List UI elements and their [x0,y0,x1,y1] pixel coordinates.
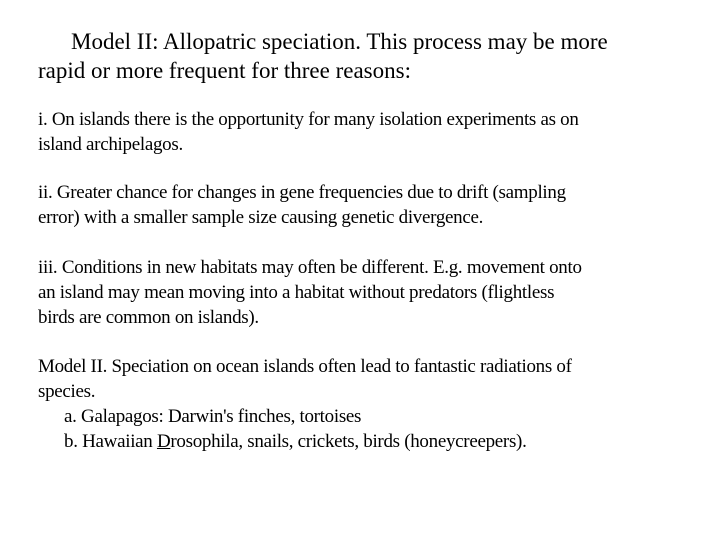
radiations-paragraph [38,354,698,454]
reason-ii-line-2: error) with a smaller sample size causing genetic divergence. [38,207,484,228]
radiations-line-1: Model II. Speciation on ocean islands often lead to fantastic radiations of [38,356,572,377]
reason-i-line-2: island archipelagos. [38,134,183,155]
reason-ii-line-1: ii. Greater chance for changes in gene frequencies due to drift (sampling [38,182,566,203]
reason-i-line-1: i. On islands there is the opportunity for many isolation experiments as on [38,109,579,130]
hawaiian-item-rest: rosophila, snails, crickets, birds (honeycreepers). [170,431,527,452]
reason-iii-line-2: an island may mean moving into a habitat without predators (flightless [38,282,555,303]
heading-line-1: Model II: Allopatric speciation. This process may be more [71,29,608,54]
reason-ii-paragraph [38,180,698,230]
radiations-line-2: species. [38,381,96,402]
galapagos-item: a. Galapagos: Darwin's finches, tortoises [64,406,362,427]
drosophila-underlined-letter: D [156,431,171,452]
reason-iii-line-3: birds are common on islands). [38,307,259,328]
reason-i-paragraph [38,107,698,157]
hawaiian-item-prefix: b. Hawaiian [64,431,157,452]
heading-line-2: rapid or more frequent for three reasons: [38,58,411,83]
hawaiian-item [38,429,698,454]
reason-iii-paragraph [38,255,698,330]
heading-paragraph [38,27,698,85]
reason-iii-line-1: iii. Conditions in new habitats may often be different. E.g. movement onto [38,257,582,278]
